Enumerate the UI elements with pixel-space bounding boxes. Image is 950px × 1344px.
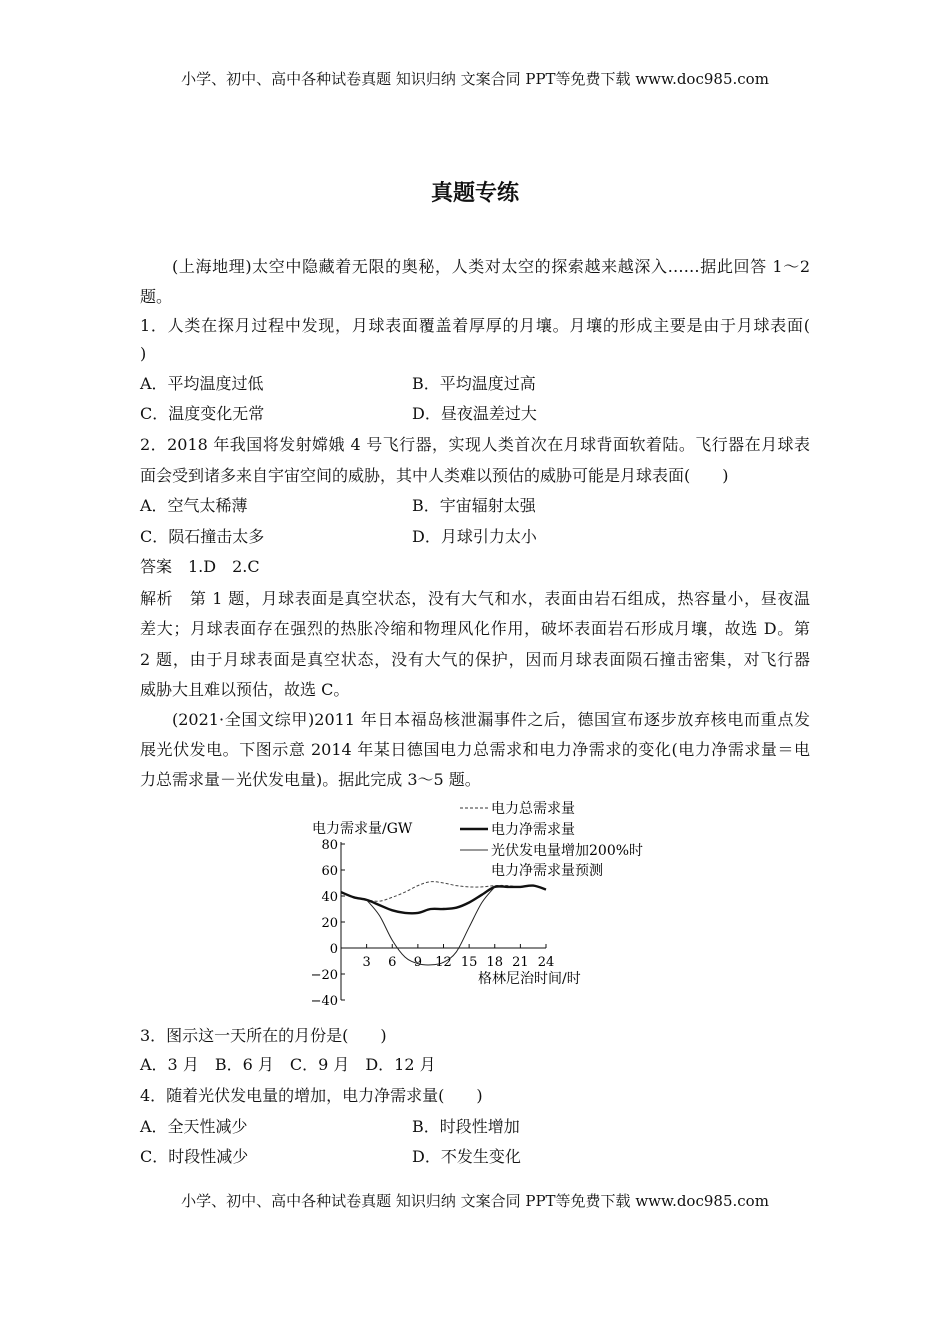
q2-stem-2: 面会受到诸多来自宇宙空间的威胁，其中人类难以预估的威胁可能是月球表面( ) — [140, 466, 729, 485]
y-tick-label: −40 — [310, 994, 338, 1009]
q4-option-d: D．不发生变化 — [412, 1147, 521, 1166]
legend-label-forecast-1: 光伏发电量增加200%时 — [491, 843, 644, 859]
q2-option-b: B．宇宙辐射太强 — [412, 496, 536, 515]
analysis-line-3: 2 题，由于月球表面是真空状态，没有大气的保护，因而月球表面陨石撞击密集，对飞行器 — [140, 650, 810, 669]
y-tick-label: 0 — [329, 942, 338, 957]
q4-options-row-1 — [140, 1116, 810, 1138]
y-tick-label: 80 — [321, 838, 338, 853]
x-tick-label: 18 — [486, 955, 504, 970]
x-axis-label: 格林尼治时间/时 — [478, 971, 581, 987]
intro-2-line-2: 展光伏发电。下图示意 2014 年某日德国电力总需求和电力净需求的变化(电力净需求量＝电 — [140, 740, 810, 759]
q2-options-row-1 — [140, 495, 810, 517]
q4-options-row-2 — [140, 1146, 810, 1168]
q4-stem: 4．随着光伏发电量的增加，电力净需求量( ) — [140, 1086, 483, 1105]
intro-2-line-1: (2021·全国文综甲)2011 年日本福岛核泄漏事件之后，德国宣布逐步放弃核电而重点发 — [172, 710, 810, 729]
q1-stem-2: ) — [140, 344, 147, 363]
q3-stem: 3．图示这一天所在的月份是( ) — [140, 1026, 387, 1045]
q1-options-row-2 — [140, 403, 810, 425]
x-tick-label: 3 — [362, 955, 371, 970]
analysis-line-2: 差大；月球表面存在强烈的热胀冷缩和物理风化作用，破坏表面岩石形成月壤，故选 D。第 — [140, 619, 810, 638]
q1-option-d: D．昼夜温差过大 — [412, 404, 537, 423]
x-tick-label: 9 — [413, 955, 423, 970]
series-total-demand — [341, 882, 546, 902]
q2-option-c: C．陨石撞击太多 — [140, 527, 265, 546]
x-tick-label: 15 — [460, 955, 478, 970]
q2-options-row-2 — [140, 526, 810, 548]
q4-option-a: A．全天性减少 — [140, 1117, 248, 1136]
analysis-line-1: 解析 第 1 题，月球表面是真空状态，没有大气和水，表面由岩石组成，热容量小，昼夜温 — [140, 589, 810, 608]
legend — [460, 800, 643, 879]
q1-option-c: C．温度变化无常 — [140, 404, 265, 423]
y-tick-label: −20 — [310, 968, 338, 983]
y-axis-label: 电力需求量/GW — [312, 821, 413, 837]
page-header: 小学、初中、高中各种试卷真题 知识归纳 文案合同 PPT等免费下载 www.doc985.com — [181, 70, 769, 88]
y-tick-label: 40 — [321, 890, 338, 905]
q2-option-d: D．月球引力太小 — [412, 527, 537, 546]
answer: 答案 1.D 2.C — [140, 557, 260, 576]
x-tick-label: 12 — [435, 955, 452, 970]
legend-label-net: 电力净需求量 — [491, 822, 575, 838]
q3-options: A．3 月 B．6 月 C．9 月 D．12 月 — [140, 1055, 436, 1074]
intro-1-line-1: (上海地理)太空中隐藏着无限的奥秘，人类对太空的探索越来越深入……据此回答 1～2 — [172, 257, 810, 276]
q4-option-b: B．时段性增加 — [412, 1117, 520, 1136]
legend-label-total: 电力总需求量 — [491, 801, 575, 817]
page-footer: 小学、初中、高中各种试卷真题 知识归纳 文案合同 PPT等免费下载 www.doc985.com — [181, 1192, 769, 1210]
x-tick-label: 6 — [388, 955, 397, 970]
x-tick-label: 24 — [537, 955, 555, 970]
q1-options-row-1 — [140, 373, 810, 395]
q1-stem-1: 1．人类在探月过程中发现，月球表面覆盖着厚厚的月壤。月壤的形成主要是由于月球表面( — [140, 316, 810, 335]
intro-1-line-2: 题。 — [140, 287, 173, 306]
y-tick-label: 20 — [321, 916, 338, 931]
page-title: 真题专练 — [430, 180, 519, 206]
q1-option-b: B．平均温度过高 — [412, 374, 536, 393]
legend-label-forecast-2: 电力净需求量预测 — [491, 863, 603, 879]
analysis-line-4: 威胁大且难以预估，故选 C。 — [140, 680, 350, 699]
q2-option-a: A．空气太稀薄 — [140, 496, 248, 515]
q2-stem-1: 2．2018 年我国将发射嫦娥 4 号飞行器，实现人类首次在月球背面软着陆。飞行器在月球表 — [140, 435, 810, 454]
y-tick-label: 60 — [321, 864, 338, 879]
q4-option-c: C．时段性减少 — [140, 1147, 249, 1166]
series-net-demand — [341, 886, 546, 914]
power-demand-chart — [300, 795, 650, 1010]
x-tick-label: 21 — [512, 955, 529, 970]
q1-option-a: A．平均温度过低 — [140, 374, 264, 393]
intro-2-line-3: 力总需求量－光伏发电量)。据此完成 3～5 题。 — [140, 770, 481, 789]
